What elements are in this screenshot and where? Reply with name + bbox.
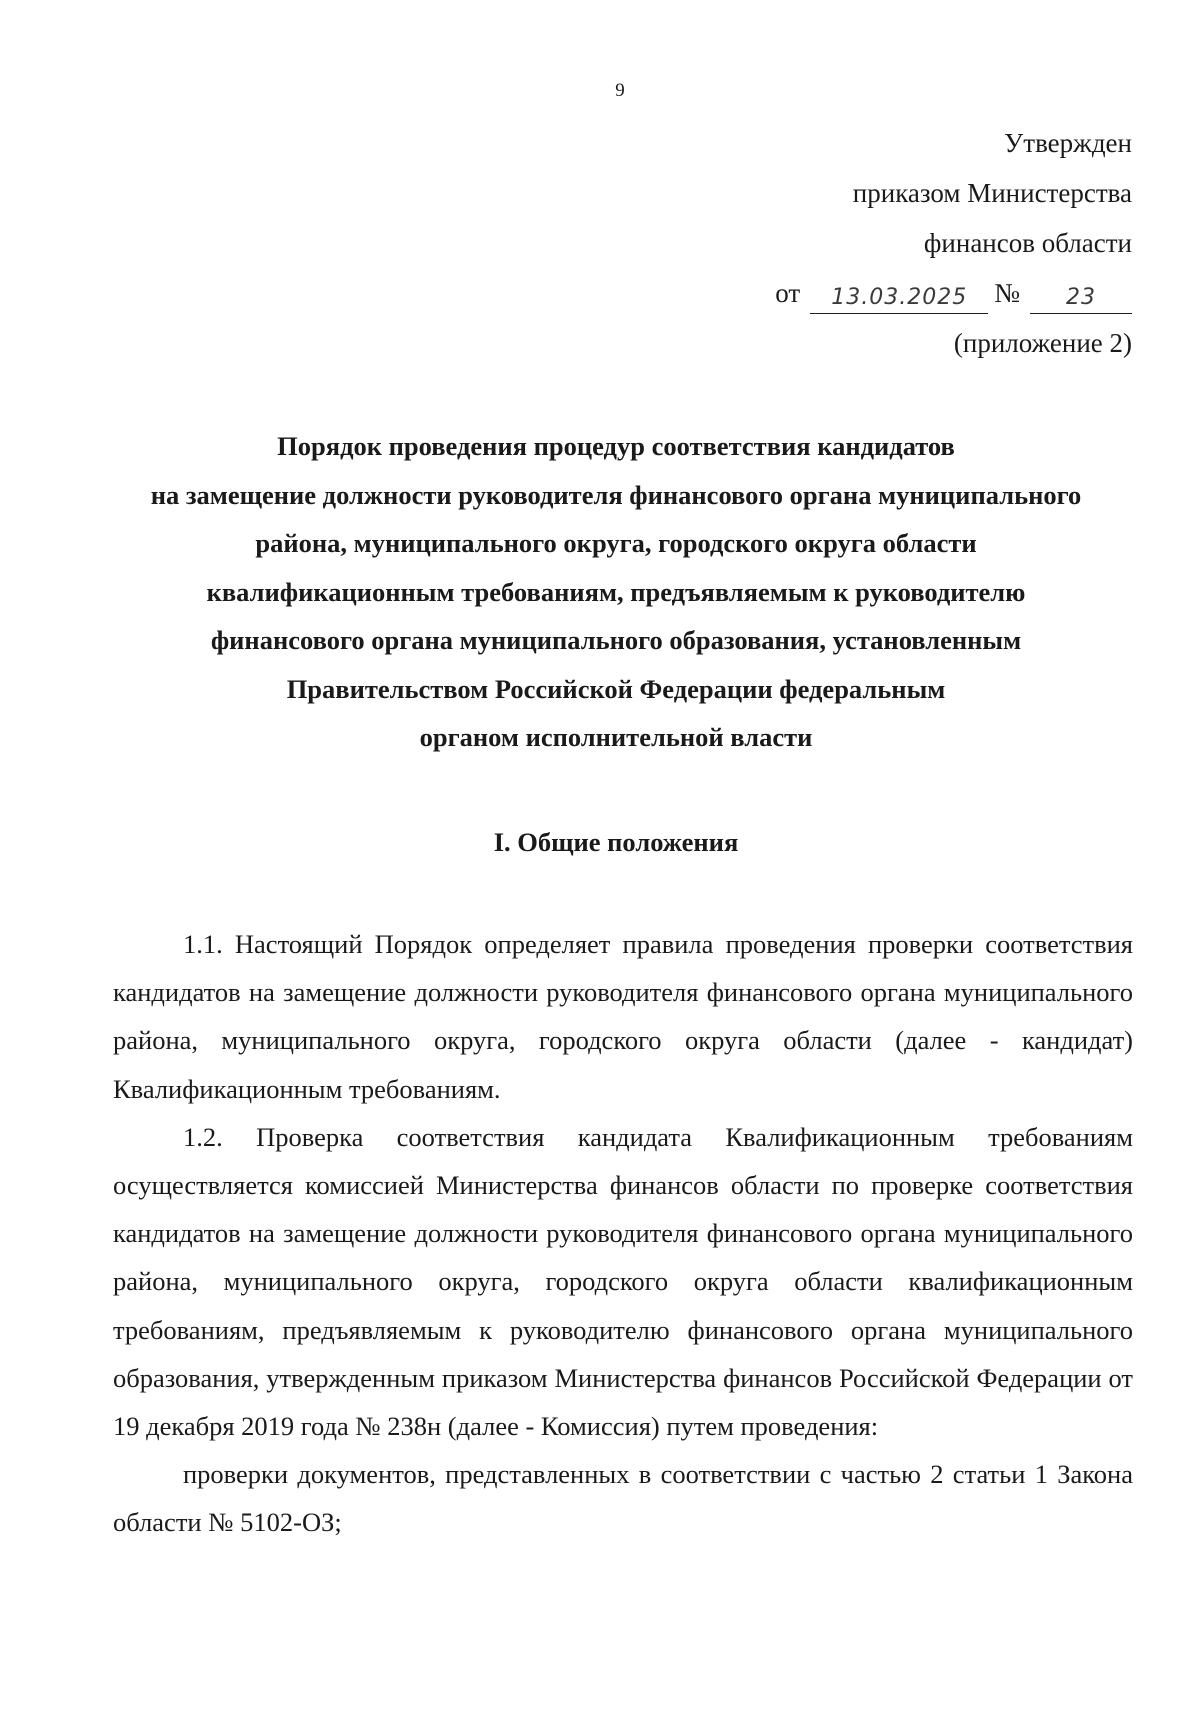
paragraph-list-item: проверки документов, представленных в соответствии с частью 2 статьи 1 Закона области № 5102-ОЗ; [113,1459,1133,1538]
annex-label: (приложение 2) [953,328,1132,358]
document-title [100,422,1132,762]
title-line: района, муниципального округа, городского округа области [255,528,977,558]
page-number: 9 [615,80,625,101]
paragraph-1-2: 1.2. Проверка соответствия кандидата Квалификационным требованиям осуществляется комиссией Министерства финансов области по проверке соответствия кандидатов на замещение должности руководителя финансового органа муниципального района, муниципального округа, городского округа области квалификационным требованиям, предъявляемым к руководителю финансового органа муниципального образования, утвержденным приказом Министерства финансов Российской Федерации от 19 декабря 2019 года № 238н (далее - Комиссия) путем проведения: [113,1121,1133,1442]
title-line: Правительством Российской Федерации федеральным [286,673,946,704]
approval-line-1: Утвержден [1004,128,1132,158]
number-label: № [994,278,1020,308]
title-line: Порядок проведения процедур соответствия кандидатов [277,431,955,461]
title-line: органом исполнительной власти [419,722,813,752]
title-line: квалификационным требованиям, предъявляемым к руководителю [206,576,1026,607]
approval-line-3: финансов области [923,228,1132,258]
section-heading: I. Общие положения [493,827,739,857]
title-line: на замещение должности руководителя финансового органа муниципального [150,479,1082,510]
approval-date-line [775,268,1132,318]
approval-number: 23 [1030,283,1132,314]
from-label: от [775,278,801,308]
paragraph-1-1: 1.1. Настоящий Порядок определяет правила проведения проверки соответствия кандидатов на замещение должности руководителя финансового органа муниципального района, муниципального округа, городского округа области (далее - кандидат) Квалификационным требованиям. [113,929,1133,1104]
approval-date: 13.03.2025 [810,283,988,314]
document-body [113,920,1133,1547]
approval-line-2: приказом Министерства [852,178,1132,208]
approval-block [775,118,1132,368]
title-line: финансового органа муниципального образования, установленным [210,625,1022,655]
